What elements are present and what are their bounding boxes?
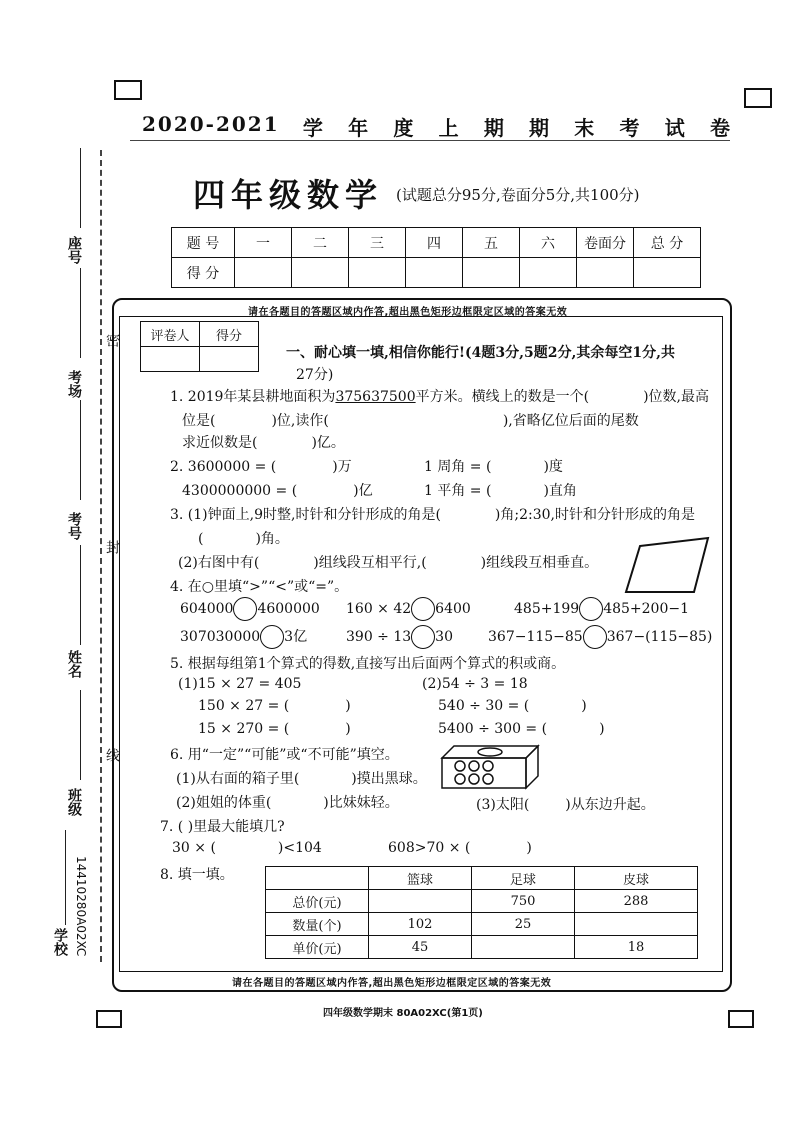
q7-b [388, 840, 532, 856]
q4-item [346, 625, 453, 649]
title-char: 期 [483, 116, 506, 140]
q8-title: 8. 填一填。 [160, 867, 234, 883]
exam-room-label: 考场 [66, 370, 82, 398]
q1-line2 [182, 410, 639, 430]
price-table-cell: 102 [369, 913, 472, 936]
q7-text: ) [526, 840, 532, 856]
warning-top: 请在各题目的答题区域内作答,超出黑色矩形边框限定区域的答案无效 [248, 307, 568, 318]
q5-text: 5400 ÷ 300 = ( [438, 721, 548, 737]
q2-d [424, 480, 577, 500]
q2-text: 4300000000 = ( [182, 483, 298, 499]
q7-text: 30 × ( [172, 840, 216, 856]
q2-text: )亿 [353, 483, 373, 499]
q3-text: )角。 [255, 531, 289, 547]
q3-line3 [178, 552, 598, 572]
title-char: 考 [619, 116, 642, 140]
q2-a [170, 456, 352, 476]
corner-mark-top-left [114, 80, 142, 100]
title-char: 试 [664, 116, 687, 140]
seal-mi: 密 [104, 333, 120, 347]
q6-l3 [476, 794, 655, 814]
price-table-header: 足球 [472, 867, 575, 890]
corner-mark-bottom-right [728, 1010, 754, 1028]
q1-text: ),省略亿位后面的尾数 [502, 413, 639, 429]
price-table-cell: 18 [575, 936, 698, 959]
q4-right: 30 [435, 629, 453, 645]
q5-g2: (2)54 ÷ 3 = 18 [422, 676, 528, 692]
q4-right: 4600000 [257, 601, 320, 617]
q5-text: 150 × 27 = ( [198, 698, 290, 714]
q6-text: (1)从右面的箱子里( [176, 771, 300, 787]
q4-left: 160 × 42 [346, 601, 412, 617]
price-table-row-label: 数量(个) [266, 913, 369, 936]
q3-text: 3. (1)钟面上,9时整,时针和分针形成的角是( [170, 507, 441, 523]
score-cell[interactable] [292, 258, 349, 288]
score-col: 六 [520, 228, 577, 258]
score-col: 五 [463, 228, 520, 258]
title-char: 年 [348, 116, 371, 140]
score-col: 三 [349, 228, 406, 258]
q5-text: 540 ÷ 30 = ( [438, 698, 530, 714]
section1-title: 一、耐心填一填,相信你能行!(4题3分,5题2分,其余每空1分,共 [286, 345, 675, 361]
q2-b [424, 456, 563, 476]
compare-circle[interactable] [260, 625, 284, 649]
q1-text: 平方米。横线上的数是一个( [415, 389, 590, 405]
q4-right: 367−(115−85) [606, 629, 713, 645]
price-table-cell: 25 [472, 913, 575, 936]
exam-year: 2020-2021 [142, 112, 280, 136]
q7-text: )<104 [277, 840, 322, 856]
corner-mark-bottom-left [96, 1010, 122, 1028]
grader-score: 得分 [200, 322, 259, 347]
q4-left: 367−115−85 [488, 629, 583, 645]
score-table [171, 227, 701, 288]
price-table-cell[interactable] [575, 913, 698, 936]
compare-circle[interactable] [411, 597, 435, 621]
q4-right: 3亿 [284, 629, 308, 645]
seat-line [80, 148, 81, 228]
q4-left: 390 ÷ 13 [346, 629, 412, 645]
q2-text: )直角 [543, 483, 577, 499]
q5-g2a [438, 698, 587, 714]
compare-circle[interactable] [579, 597, 603, 621]
grader-cell[interactable] [141, 347, 200, 372]
warning-bottom: 请在各题目的答题区域内作答,超出黑色矩形边框限定区域的答案无效 [232, 978, 552, 989]
score-col: 二 [292, 228, 349, 258]
score-col: 四 [406, 228, 463, 258]
q6-text: (3)太阳( [476, 797, 530, 813]
price-table-cell: 288 [575, 890, 698, 913]
price-table-cell[interactable] [472, 936, 575, 959]
q5-title: 5. 根据每组第1个算式的得数,直接写出后面两个算式的积或商。 [170, 656, 566, 672]
q2-text: 1 周角 = ( [424, 459, 492, 475]
school-code: 14410280A02XC [74, 856, 88, 957]
q3-line2 [198, 528, 289, 548]
q6-l2 [176, 792, 399, 812]
q2-text: )度 [543, 459, 563, 475]
q1-text: 求近似数是( [182, 435, 258, 451]
score-cell[interactable] [463, 258, 520, 288]
name-line [80, 545, 81, 645]
q4-right: 485+200−1 [603, 601, 689, 617]
title-char: 末 [574, 116, 597, 140]
title-char: 上 [438, 116, 461, 140]
q7-text: 608>70 × ( [388, 840, 471, 856]
title-underline [130, 140, 730, 141]
q5-g2b [438, 721, 605, 737]
q3-text: ( [198, 531, 204, 547]
name-label: 姓名 [66, 650, 82, 678]
school-label: 学校 [52, 928, 68, 956]
price-table [265, 866, 698, 959]
price-table-header: 皮球 [575, 867, 698, 890]
q3-line1 [170, 504, 695, 524]
price-table-cell: 45 [369, 936, 472, 959]
exam-room-line [80, 268, 81, 358]
price-table-row-label: 总价(元) [266, 890, 369, 913]
score-note: (试题总分95分,卷面分5分,共100分) [396, 186, 640, 204]
score-table-header: 题 号 [172, 228, 235, 258]
q1-line1 [170, 386, 709, 406]
q4-item [346, 597, 471, 621]
seat-label: 座号 [66, 236, 82, 264]
q2-text: 2. 3600000 = ( [170, 459, 277, 475]
score-col: 总 分 [634, 228, 701, 258]
title-char: 期 [529, 116, 552, 140]
q6-text: )比妹妹轻。 [323, 795, 399, 811]
q6-text: )从东边升起。 [565, 797, 655, 813]
price-table-cell[interactable] [369, 890, 472, 913]
q3-text: )角;2:30,时针和分针形成的角是 [494, 507, 695, 523]
seal-xian: 线 [104, 748, 120, 762]
subject-title: 四年级数学 [193, 176, 384, 214]
q3-text: )组线段互相平行,( [313, 555, 427, 571]
quadrilateral-figure [624, 536, 714, 598]
q1-line3 [182, 432, 345, 452]
price-table-corner [266, 867, 369, 890]
grader-table [140, 321, 259, 372]
q4-left: 485+199 [514, 601, 580, 617]
exam-title [142, 112, 732, 141]
q4-right: 6400 [435, 601, 471, 617]
q3-text: (2)右图中有( [178, 555, 260, 571]
title-char: 度 [393, 116, 416, 140]
price-table-header: 篮球 [369, 867, 472, 890]
q1-text: )位数,最高 [643, 389, 709, 405]
score-cell[interactable] [349, 258, 406, 288]
q1-text: )位,读作( [271, 413, 329, 429]
score-cell[interactable] [520, 258, 577, 288]
q6-title: 6. 用“一定”“可能”或“不可能”填空。 [170, 747, 399, 763]
q4-item [180, 597, 320, 621]
class-line [80, 690, 81, 780]
title-char: 学 [302, 116, 325, 140]
grader-reviewer: 评卷人 [141, 322, 200, 347]
compare-circle[interactable] [233, 597, 257, 621]
q2-c [182, 480, 373, 500]
q1-number: 375637500 [335, 389, 416, 405]
seal-line [100, 150, 102, 962]
seal-feng: 封 [104, 540, 120, 554]
q5-g1: (1)15 × 27 = 405 [178, 676, 302, 692]
score-row-label: 得 分 [172, 258, 235, 288]
school-line [65, 830, 66, 925]
ball-box-figure [438, 744, 540, 790]
q5-text: ) [581, 698, 587, 714]
score-cell[interactable] [577, 258, 634, 288]
score-cell[interactable] [634, 258, 701, 288]
q6-l1 [176, 768, 427, 788]
q3-text: )组线段互相垂直。 [480, 555, 599, 571]
score-cell[interactable] [235, 258, 292, 288]
score-col: 一 [235, 228, 292, 258]
q4-left: 604000 [180, 601, 234, 617]
q5-text: ) [345, 698, 351, 714]
q5-g1a [198, 698, 351, 714]
q1-text: 1. 2019年某县耕地面积为 [170, 389, 336, 405]
exam-no-label: 考号 [66, 512, 82, 540]
q6-text: )摸出黑球。 [351, 771, 427, 787]
section1-title-2: 27分) [296, 367, 334, 383]
q4-item [180, 625, 307, 649]
score-cell[interactable] [406, 258, 463, 288]
q4-left: 307030000 [180, 629, 261, 645]
score-col: 卷面分 [577, 228, 634, 258]
compare-circle[interactable] [583, 625, 607, 649]
q5-text: ) [345, 721, 351, 737]
corner-mark-top-right [744, 88, 772, 108]
exam-no-line [80, 400, 81, 500]
q2-text: 1 平角 = ( [424, 483, 492, 499]
price-table-cell: 750 [472, 890, 575, 913]
q4-item [514, 597, 689, 621]
q4-title: 4. 在○里填“>”“<”或“=”。 [170, 579, 349, 595]
compare-circle[interactable] [411, 625, 435, 649]
q2-text: )万 [332, 459, 352, 475]
q5-text: 15 × 270 = ( [198, 721, 290, 737]
q7-title: 7. ( )里最大能填几? [160, 819, 285, 835]
q1-text: 位是( [182, 413, 216, 429]
class-label: 班级 [66, 788, 82, 816]
q7-a [172, 840, 322, 856]
q6-text: (2)姐姐的体重( [176, 795, 272, 811]
page-footer: 四年级数学期末 80A02XC(第1页) [323, 1008, 483, 1019]
title-char: 卷 [709, 116, 732, 140]
q5-text: ) [599, 721, 605, 737]
grader-cell[interactable] [200, 347, 259, 372]
q4-item [488, 625, 712, 649]
price-table-row-label: 单价(元) [266, 936, 369, 959]
q1-text: )亿。 [311, 435, 345, 451]
q5-g1b [198, 721, 351, 737]
